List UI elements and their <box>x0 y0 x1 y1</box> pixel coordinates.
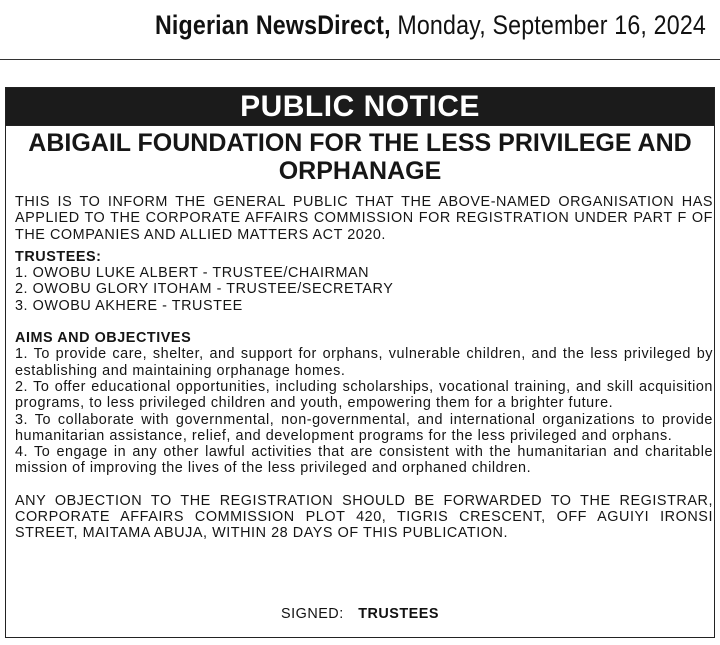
trustees-heading: TRUSTEES: <box>15 248 102 265</box>
intro-paragraph: THIS IS TO INFORM THE GENERAL PUBLIC THAT THE ABOVE-NAMED ORGANISATION HAS APPLIED TO THE CORPORATE AFFAIRS COMMISSION FOR REGISTRATION UNDER PART F OF THE COMPANIES AND ALLIED MATTERS ACT 2020. <box>15 194 713 243</box>
masthead-divider <box>0 59 720 60</box>
public-notice-box <box>5 87 715 638</box>
trustee-item: 2. OWOBU GLORY ITOHAM - TRUSTEE/SECRETARY <box>15 281 394 298</box>
signed-label: SIGNED: <box>281 606 344 622</box>
trustee-item: 3. OWOBU AKHERE - TRUSTEE <box>15 297 243 314</box>
notice-body <box>15 194 713 542</box>
trustee-item: 1. OWOBU LUKE ALBERT - TRUSTEE/CHAIRMAN <box>15 265 370 282</box>
objection-paragraph: ANY OBJECTION TO THE REGISTRATION SHOULD BE FORWARDED TO THE REGISTRAR, CORPORATE AFFAIRS COMMISSION PLOT 420, TIGRIS CRESCENT, OFF AGUIYI IRONSI STREET, MAITAMA ABUJA, WITHIN 28 DAYS OF THIS PUBLICATION. <box>15 492 713 542</box>
aim-item: 1. To provide care, shelter, and support for orphans, vulnerable children, and the less privileged by establishing and maintaining orphanage homes. <box>15 346 713 379</box>
organisation-title: ABIGAIL FOUNDATION FOR THE LESS PRIVILEGE AND ORPHANAGE <box>28 129 692 185</box>
signed-by: TRUSTEES <box>358 606 439 622</box>
newspaper-name: Nigerian NewsDirect, <box>154 10 391 40</box>
notice-banner: PUBLIC NOTICE <box>6 88 714 126</box>
aim-item: 4. To engage in any other lawful activities that are consistent with the humanitarian and charitable mission of improving the lives of the less privileged and orphaned children. <box>15 444 713 477</box>
signature-line <box>6 606 714 622</box>
publication-date: Monday, September 16, 2024 <box>397 10 706 40</box>
aims-heading: AIMS AND OBJECTIVES <box>15 330 192 347</box>
aim-item: 2. To offer educational opportunities, including scholarships, vocational training, and skill acquisition programs, to less privileged children and youth, empowering them for a brighter future. <box>15 378 713 412</box>
aim-item: 3. To collaborate with governmental, non-governmental, and international organizations to provide humanitarian assistance, relief, and development programs for the less privileged and orphans. <box>15 411 713 444</box>
newspaper-masthead <box>99 10 706 41</box>
